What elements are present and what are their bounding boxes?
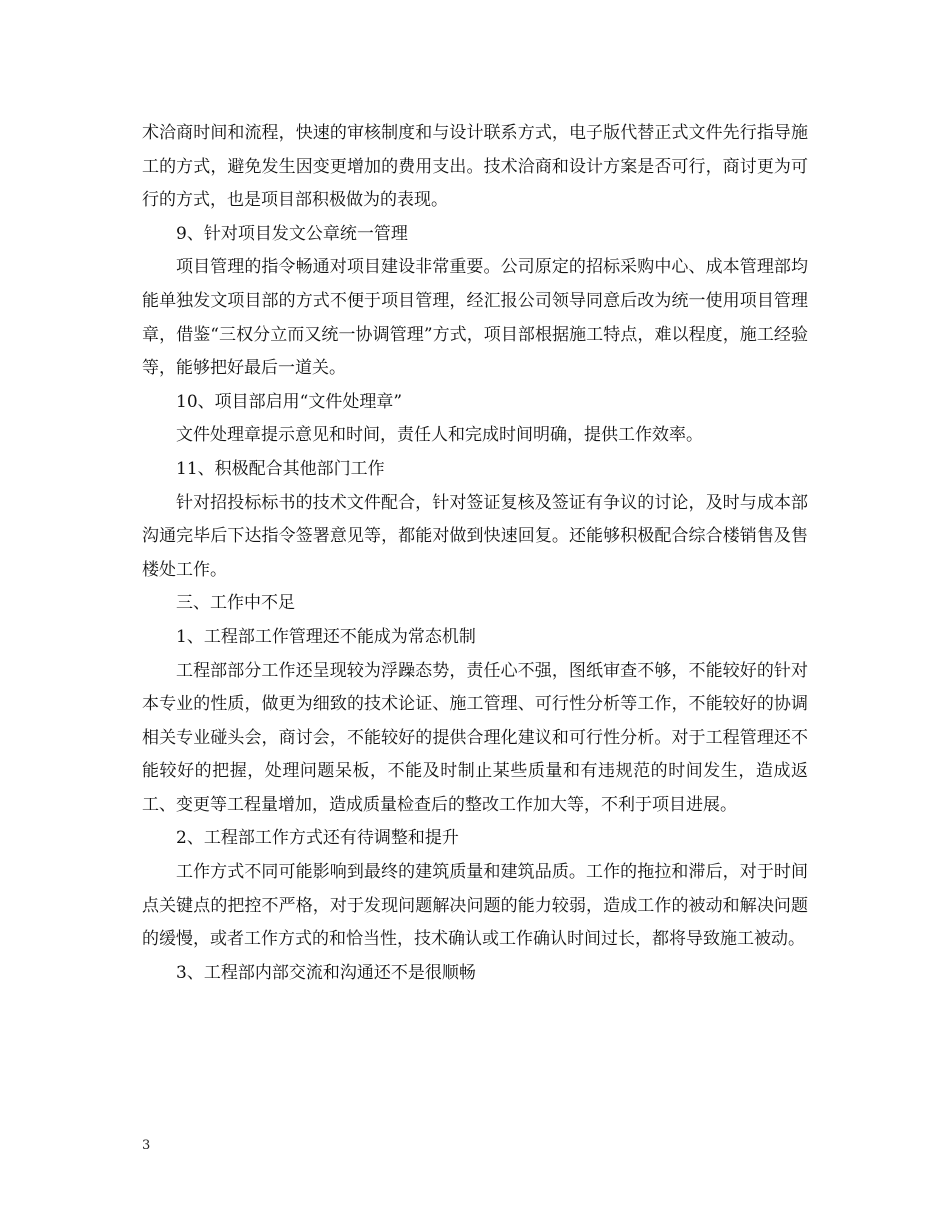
document-body <box>142 117 808 990</box>
subsection-heading-3: 3、工程部内部交流和沟通还不是很顺畅 <box>176 962 476 983</box>
paragraph-body: 工程部部分工作还呈现较为浮躁态势，责任心不强，图纸审查不够，不能较好的针对本专业的性质，做更为细致的技术论证、施工管理、可行性分析等工作，不能较好的协调相关专业碰头会，商讨会，不能较好的提供合理化建议和可行性分析。对于工程管理还不能较好的把握，处理问题呆板，不能及时制止某些质量和有违规范的时间发生，造成返工、变更等工程量增加，造成质量检查后的整改工作加大等，不利于项目进展。 <box>142 660 808 815</box>
paragraph-body: 项目管理的指令畅通对项目建设非常重要。公司原定的招标采购中心、成本管理部均能单独发文项目部的方式不便于项目管理，经汇报公司领导同意后改为统一使用项目管理章，借鉴“三权分立而又统一协调管理”方式，项目部根据施工特点，难以程度，施工经验等，能够把好最后一道关。 <box>142 257 808 379</box>
section-heading-9: 9、针对项目发文公章统一管理 <box>176 223 408 244</box>
paragraph-continuation: 术洽商时间和流程，快速的审核制度和与设计联系方式，电子版代替正式文件先行指导施工的方式，避免发生因变更增加的费用支出。技术洽商和设计方案是否可行，商讨更为可行的方式，也是项目部积极做为的表现。 <box>142 123 808 211</box>
paragraph-body: 针对招投标标书的技术文件配合，针对签证复核及签证有争议的讨论，及时与成本部沟通完毕后下达指令签署意见等，都能对做到快速回复。还能够积极配合综合楼销售及售楼处工作。 <box>142 492 808 580</box>
section-heading-11: 11、积极配合其他部门工作 <box>176 458 385 479</box>
subsection-heading-2: 2、工程部工作方式还有待调整和提升 <box>176 828 459 849</box>
section-heading-shortcomings: 三、工作中不足 <box>176 593 295 614</box>
paragraph-body: 文件处理章提示意见和时间，责任人和完成时间明确，提供工作效率。 <box>176 425 703 446</box>
paragraph-body: 工作方式不同可能影响到最终的建筑质量和建筑品质。工作的拖拉和滞后，对于时间点关键点的把控不严格，对于发现问题解决问题的能力较弱，造成工作的被动和解决问题的缓慢，或者工作方式的和恰当性，技术确认或工作确认时间过长，都将导致施工被动。 <box>142 862 808 950</box>
page-number: 3 <box>142 1138 151 1153</box>
section-heading-10: 10、项目部启用“文件处理章” <box>176 391 403 412</box>
subsection-heading-1: 1、工程部工作管理还不能成为常态机制 <box>176 626 476 647</box>
